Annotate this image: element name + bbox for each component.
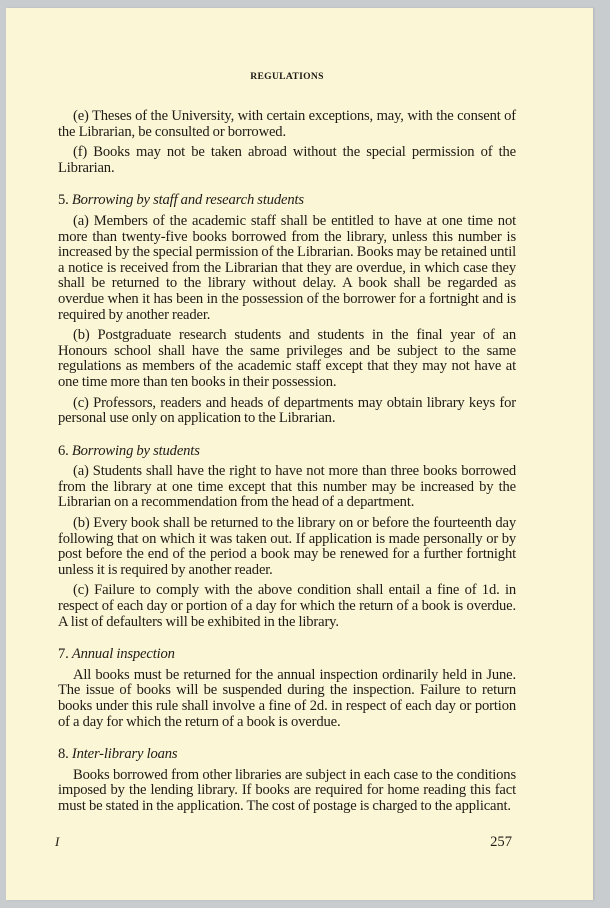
paragraph: (a) Members of the academic staff shall be entitled to have at one time not more than twenty-five books borrowed from the library, unless this number is increased by the special permission of the Librarian. Books may be retained until a notice is received from the Librarian that they are overdue, in which case they shall be returned to the library without delay. A book shall be regarded as overdue when it has been in the possession of the borrower for a fortnight and is required by another reader. [58, 212, 516, 323]
section-5 [58, 193, 516, 426]
section-number: 8. [58, 746, 69, 763]
section-number: 5. [58, 192, 69, 209]
section-8 [58, 747, 516, 814]
paragraph: (a) Students shall have the right to have not more than three books borrowed from the library at one time except that this number may be increased by the Librarian on a recommendation from the head of a department. [58, 463, 516, 511]
page-number: 257 [490, 833, 512, 850]
section-number: 6. [58, 442, 69, 459]
paragraph: Books borrowed from other libraries are subject in each case to the conditions imposed by the lending library. If books are required for home reading this fact must be stated in the application. The cost of postage is charged to the applicant. [58, 766, 516, 814]
text-column [58, 109, 516, 820]
paragraph-f: (f) Books may not be taken abroad without the special permission of the Librarian. [58, 144, 516, 176]
section-title: Inter-library loans [71, 746, 178, 763]
page-footer [55, 833, 516, 862]
section-title: Borrowing by staff and research students [71, 192, 304, 209]
paragraph: (b) Postgraduate research students and students in the final year of an Honours school shall have the same privileges and be subject to the same regulations as members of the academic staff except that they may not have at one time more than ten books in their possession. [58, 327, 516, 390]
section-title: Borrowing by students [71, 442, 200, 459]
document-page [6, 8, 593, 900]
section-heading [58, 647, 516, 663]
paragraph: (b) Every book shall be returned to the library on or before the fourteenth day following that on which it was taken out. If application is made personally or by post before the end of the period a book may be renewed for a further fortnight unless it is required by another reader. [58, 515, 516, 578]
section-6 [58, 444, 516, 631]
section-7 [58, 647, 516, 730]
paragraph: (c) Professors, readers and heads of departments may obtain library keys for personal use only on application to the Librarian. [58, 394, 516, 427]
section-number: 7. [58, 646, 69, 663]
signature-mark: I [55, 833, 60, 849]
paragraph: (c) Failure to comply with the above condition shall entail a fine of 1d. in respect of each day or portion of a day for which the return of a book is overdue. A list of defaulters will be exhibited in the library. [58, 582, 516, 630]
section-title: Annual inspection [71, 646, 175, 663]
paragraph-e: (e) Theses of the University, with certain exceptions, may, with the consent of the Librarian, be consulted or borrowed. [58, 108, 516, 140]
section-heading [58, 193, 516, 209]
section-heading [58, 747, 516, 763]
running-head: REGULATIONS [250, 71, 324, 82]
section-heading [58, 444, 516, 460]
paragraph: All books must be returned for the annual inspection ordinarily held in June. The issue of books will be suspended during the inspection. Failure to return books under this rule shall involve a fine of 2d. in respect of each day or portion of a day for which the return of a book is overdue. [58, 666, 516, 730]
